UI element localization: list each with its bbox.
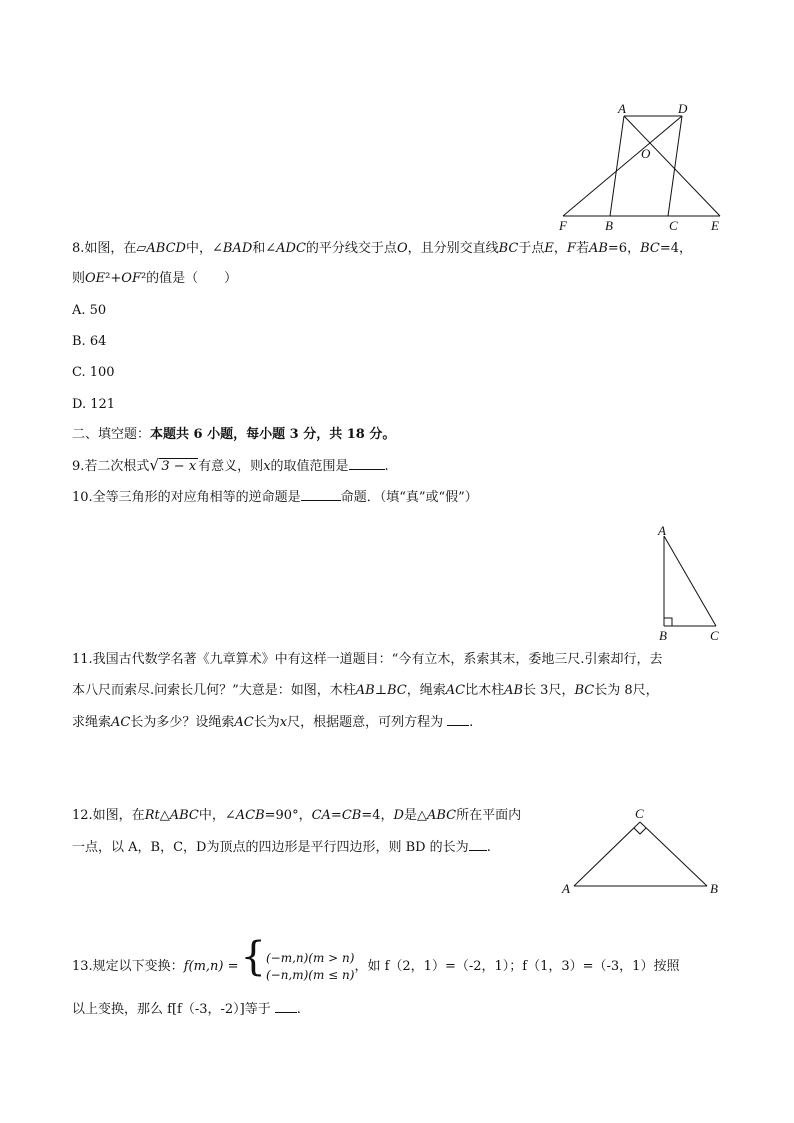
q10-answer-blank (301, 488, 341, 501)
q8-line2: 则OE²+OF²的值是（ ） (72, 271, 238, 286)
isosceles-right-triangle-figure (555, 800, 730, 900)
q13-line2: 以上变换，那么 f[f（-3，-2）]等于 . (72, 1002, 301, 1017)
q9-answer-blank (349, 457, 385, 470)
fig8-label-d: D (678, 101, 688, 116)
fig12-label-c: C (635, 806, 644, 821)
q11-line1: 11.我国古代数学名著《九章算术》中有这样一道题目：“今有立木，系索其末，委地三尺.引索却行，去 (72, 652, 663, 667)
q12-line2: 一点，以 A，B，C，D为顶点的四边形是平行四边形，则 BD 的长为 . (72, 840, 491, 855)
section-heading: 二、填空题：本题共 6 小题，每小题 3 分，共 18 分。 (72, 427, 396, 442)
q10-line: 10.全等三角形的对应角相等的逆命题是 命题．（填“真”或“假”） (72, 490, 478, 505)
q12-answer-blank (469, 838, 487, 851)
q8-option-b: B. 64 (72, 334, 107, 349)
parallelogram-figure (555, 100, 730, 235)
piecewise-cases: (−m,n)(m > n) (−n,m)(m ≤ n) (265, 950, 355, 982)
fig11-label-c: C (710, 628, 719, 643)
cases-brace: { (240, 934, 266, 980)
q11-line3: 求绳索AC长为多少？设绳索AC长为x尺，根据题意，可列方程为 . (72, 715, 474, 730)
q11-answer-blank (447, 713, 469, 726)
q13-answer-blank (275, 1000, 297, 1013)
q9-line: 9.若二次根式 √ 3 − x 有意义，则x的取值范围是 . (72, 456, 389, 474)
right-triangle-figure (655, 522, 725, 647)
fig8-label-f: F (559, 218, 567, 233)
q12-line1: 12.如图，在Rt△ABC中，∠ACB=90°，CA=CB=4，D是△ABC所在平面内 (72, 808, 522, 823)
fig11-label-a: A (658, 523, 666, 538)
fig11-label-b: B (659, 628, 667, 643)
q8-option-c: C. 100 (72, 365, 115, 380)
fig12-label-b: B (710, 881, 718, 896)
q13-line1: 13.规定以下变换：f(m,n) ={(−m,n)(m > n) (−n,m)(m ≤ n)，如 f（2，1）=（-2，1）；f（1，3）=（-3，1）按照 (72, 934, 680, 982)
fig8-label-o: O (641, 146, 651, 161)
sqrt-expression: √ 3 − x (149, 456, 197, 474)
q8-option-a: A. 50 (72, 303, 107, 318)
q11-line2: 本八尺而索尽.问索长几何？”大意是：如图，木柱AB⊥BC，绳索AC比木柱AB长 3尺，BC长为 8尺， (72, 683, 659, 698)
q8-option-d: D. 121 (72, 397, 116, 412)
fig12-label-a: A (562, 881, 570, 896)
fig8-label-e: E (711, 218, 719, 233)
q8-line1: 8.如图，在▱ABCD中，∠BAD和∠ADC的平分线交于点O，且分别交直线BC于点E，F若AB=6，BC=4， (72, 241, 692, 256)
fig8-label-c: C (669, 218, 678, 233)
fig8-label-a: A (618, 101, 626, 116)
fig8-label-b: B (605, 218, 613, 233)
